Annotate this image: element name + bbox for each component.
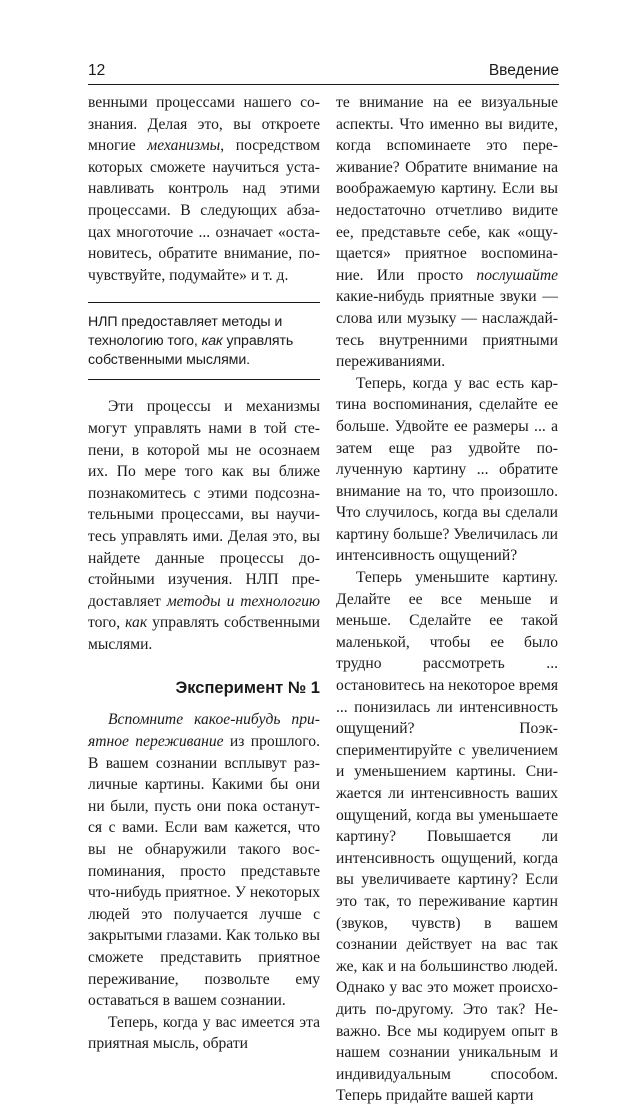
page-number: 12: [88, 62, 106, 79]
left-column: [88, 92, 320, 1055]
paragraph: Теперь уменьшите картину. Делайте ее все меньше и меньше. Сделайте ее такой маленькой, чтобы ее было трудно рассмотреть ... остановитесь на некоторое время ... понизилась ли интенсивность ощущений? Поэкспериментируйте с увеличением и уменьшением картины. Снижается ли интенсивность ваших ощущений, когда вы уменьшаете картину? Повышается ли интенсивность ощущений, когда вы увеличиваете картину? Если это так, то переживание картин (звуков, чувств) в вашем сознании действует на вас так же, как и на большинство людей. Однако у вас это может происходить по-другому. Это так? Неважно. Все мы кодируем опыт в нашем сознании уникальным и индивидуальным способом. Теперь придайте вашей карти: [336, 569, 558, 1105]
callout-box: НЛП предоставляет методы и технологию того, как управлять собственными мыслями.: [88, 302, 320, 380]
paragraph: те внимание на ее визуальные аспекты. Что именно вы видите, когда вспоминаете это переживание? Обратите внимание на воображаемую картину. Если вы недостаточно отчетливо видите ее, представьте себе, как «ощущается» приятное воспоминание. Или просто послушайте какие-нибудь приятные звуки — слова или музыку — наслаждайтесь внутренними приятными переживаниями.: [336, 94, 558, 371]
paragraph: Эти процессы и механизмы могут управлять нами в той степени, в которой мы не осознаем их. По мере того как вы ближе познакомитесь с этими подсознательными процессами, вы научитесь управлять ими. Делая это, вы найдете данные процессы достойными изучения. НЛП предоставляет методы и технологию того, как управлять собственными мыслями.: [88, 398, 320, 653]
right-column: [336, 92, 558, 1107]
paragraph: Вспомните какое-нибудь приятное переживание из прошлого. В вашем сознании всплывут различные картины. Какими бы они ни были, пусть они пока останутся с вами. Если вам кажется, что вы не обнаружили такого воспоминания, просто представьте что-нибудь приятное. У некоторых людей это получается лучше с закрытыми глазами. Как только вы сможете представить приятное переживание, позвольте ему оставаться в вашем сознании.: [88, 711, 320, 1010]
paragraph: венными процессами нашего сознания. Делая это, вы откроете многие механизмы, посредством которых сможете научиться устанавливать контроль над этими процессами. В следующих абзацах многоточие ... означает «остановитесь, обратите внимание, почувствуйте, подумайте» и т. д.: [88, 94, 320, 284]
running-title: Введение: [488, 62, 559, 79]
running-header: [88, 60, 559, 85]
paragraph: Теперь, когда у вас есть картина воспоминания, сделайте ее больше. Удвойте ее размеры ... а затем еще раз удвойте полученную картину ... обратите внимание на то, что произошло. Что случилось, когда вы сделали картину больше? Увеличилась ли интенсивность ощущений?: [336, 374, 558, 565]
section-heading: Эксперимент № 1: [175, 679, 320, 698]
paragraph: Теперь, когда у вас имеется эта приятная мысль, обрати: [88, 1013, 320, 1053]
